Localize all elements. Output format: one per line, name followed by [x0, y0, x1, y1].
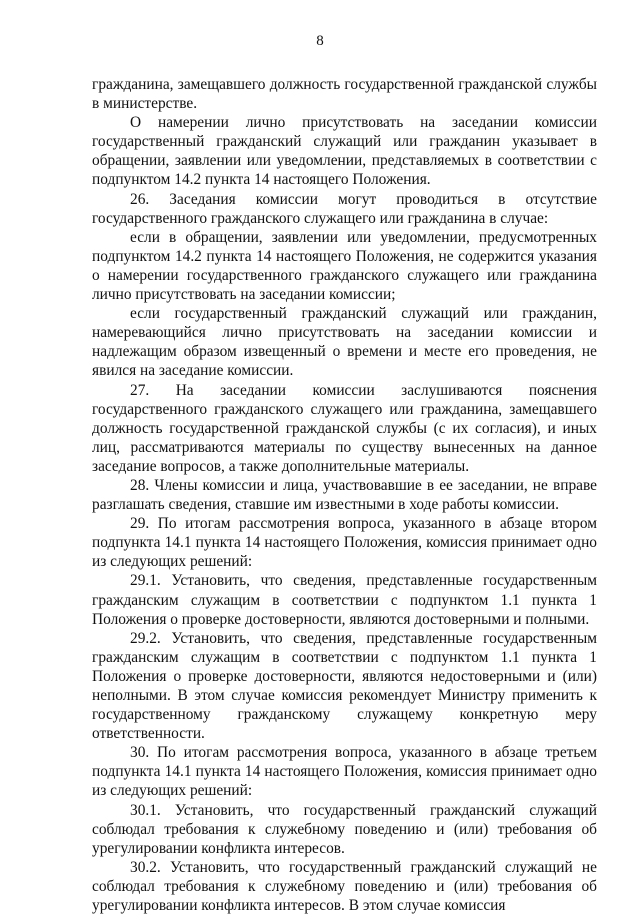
paragraph-26-case-2: если государственный гражданский служащий или гражданин, намеревающийся лично присутствовать на заседании комиссии и надлежащим образом извещенный о времени и месте его проведения, не явился на заседание комиссии. [92, 305, 597, 380]
paragraph-29: 29. По итогам рассмотрения вопроса, указанного в абзаце втором подпункта 14.1 пункта 14 настоящего Положения, комиссия принимает одно из следующих решений: [92, 515, 597, 571]
paragraph-27: 27. На заседании комиссии заслушиваются пояснения государственного гражданского служащего или гражданина, замещавшего должность государственной гражданской службы (с их согласия), и иных лиц, рассматриваются материалы по существу вынесенных на данное заседание вопросов, а также дополнительные материалы. [92, 381, 597, 475]
paragraph-30: 30. По итогам рассмотрения вопроса, указанного в абзаце третьем подпункта 14.1 пункта 14 настоящего Положения, комиссия принимает одно из следующих решений: [92, 744, 597, 800]
paragraph-29-2: 29.2. Установить, что сведения, представленные государственным гражданским служащим в соответствии с подпунктом 1.1 пункта 1 Положения о проверке достоверности, являются недостоверными и (или) неполными. В этом случае комиссия рекомендует Министру применить к государственному гражданскому служащему конкретную меру ответственности. [92, 629, 597, 743]
paragraph-attendance-intent: О намерении лично присутствовать на заседании комиссии государственный гражданский служащий или гражданин указывает в обращении, заявлении или уведомлении, представляемых в соответствии с подпунктом 14.2 пункта 14 настоящего Положения. [92, 114, 597, 189]
paragraph-26-case-1: если в обращении, заявлении или уведомлении, предусмотренных подпунктом 14.2 пункта 14 настоящего Положения, не содержится указания о намерении государственного гражданского служащего или гражданина лично присутствовать на заседании комиссии; [92, 228, 597, 304]
paragraph-continuation: гражданина, замещавшего должность государственной гражданской службы в министерстве. [92, 76, 597, 113]
document-body [92, 75, 597, 915]
paragraph-28: 28. Члены комиссии и лица, участвовавшие в ее заседании, не вправе разглашать сведения, ставшие им известными в ходе работы комиссии. [92, 476, 597, 514]
paragraph-30-2: 30.2. Установить, что государственный гражданский служащий не соблюдал требования к служебному поведению и (или) требования об урегулировании конфликта интересов. В этом случае комиссия [92, 858, 597, 915]
paragraph-29-1: 29.1. Установить, что сведения, представленные государственным гражданским служащим в соответствии с подпунктом 1.1 пункта 1 Положения о проверке достоверности, являются достоверными и полными. [92, 572, 597, 628]
paragraph-30-1: 30.1. Установить, что государственный гражданский служащий соблюдал требования к служебному поведению и (или) требования об урегулировании конфликта интересов. [92, 801, 597, 857]
page-number: 8 [316, 33, 324, 49]
paragraph-26: 26. Заседания комиссии могут проводиться в отсутствие государственного гражданского служащего или гражданина в случае: [92, 190, 597, 227]
